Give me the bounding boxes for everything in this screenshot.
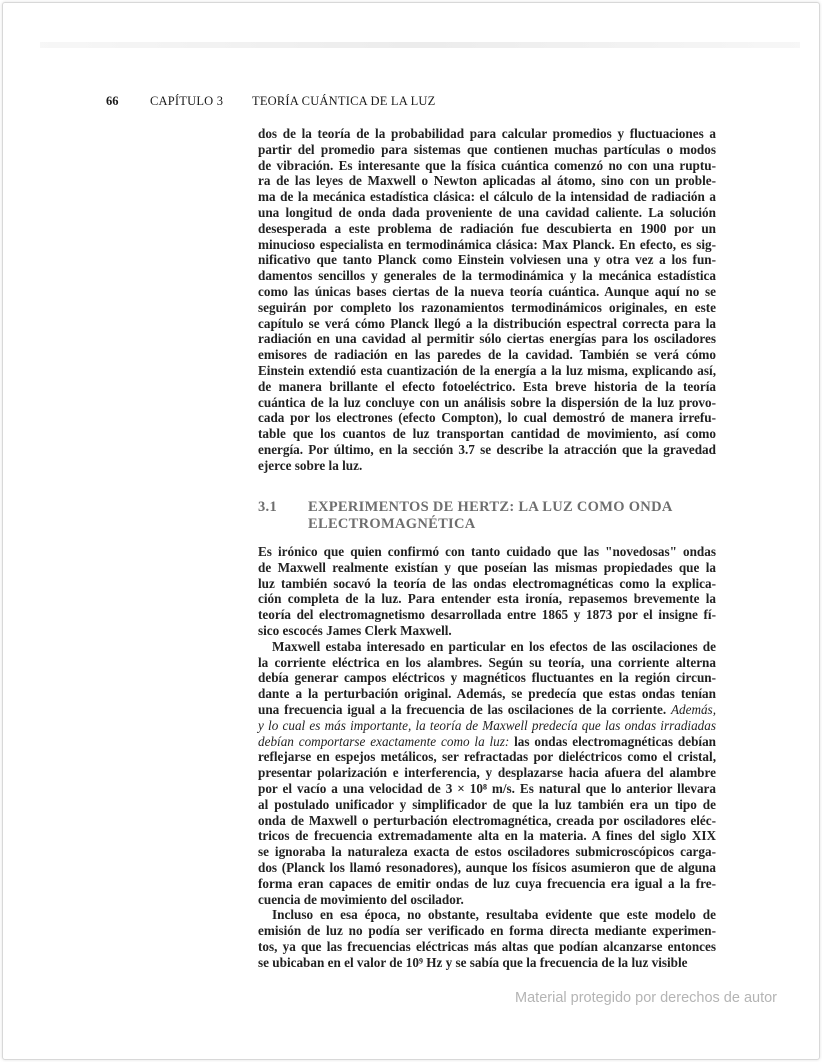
- text-segment: Incluso en esa época, no obstante, resultaba evidente que este modelo de: [272, 907, 716, 923]
- text-segment: de vibración. Es interesante que la física cuántica comenzó no con una ruptu-: [258, 157, 716, 173]
- text-segment: damentos sencillos y generales de la termodinámica y la mecánica estadística: [258, 268, 716, 284]
- text-line: [258, 813, 716, 829]
- text-segment: tricos de frecuencia extremadamente alta en la materia. A fines del siglo XIX: [258, 828, 716, 844]
- text-segment: minucioso especialista en termodinámica clásica: Max Planck. En efecto, es sig-: [258, 236, 716, 252]
- text-segment: dante a la perturbación original. Además, se predecía que estas ondas tenían: [258, 686, 716, 702]
- text-segment: forma eran capaces de emitir ondas de luz cuya frecuencia era igual a la fre-: [258, 875, 716, 891]
- text-line: [258, 907, 716, 923]
- text-segment: Einstein extendió esta cuantización de la energía a la luz misma, explicando así,: [258, 362, 716, 378]
- text-line: [258, 670, 716, 686]
- text-line: [258, 639, 716, 655]
- text-line: [258, 702, 716, 718]
- italic-text: y lo cual es más importante, la teoría de Maxwell predecía que las ondas irradiadas: [258, 717, 716, 733]
- text-line: [258, 939, 716, 955]
- text-segment: table que los cuantos de luz transportan cantidad de movimiento, así como: [258, 426, 716, 442]
- text-line: [258, 379, 716, 395]
- text-line: [258, 126, 716, 142]
- chapter-label: CAPÍTULO 3: [150, 94, 224, 108]
- text-segment: reflejarse en espejos metálicos, ser refractadas por dieléctricos como el cristal,: [258, 749, 716, 765]
- text-segment: tos, ya que las frecuencias eléctricas más altas que podían alcanzarse entonces: [258, 938, 716, 954]
- text-line: [258, 765, 716, 781]
- intro-paragraph: [258, 126, 716, 474]
- text-segment: Es irónico que quien confirmó con tanto cuidado que las "novedosas" ondas: [258, 544, 716, 559]
- text-line: [258, 781, 716, 797]
- text-line: [258, 252, 716, 268]
- text-segment: debía generar campos eléctricos y magnéticos fluctuantes en la región circun-: [258, 670, 716, 686]
- text-line: [258, 576, 716, 592]
- text-line: [258, 860, 716, 876]
- scan-artifact: [40, 42, 800, 48]
- text-line: [258, 205, 716, 221]
- section-title-line-2: ELECTROMAGNÉTICA: [308, 516, 476, 532]
- text-segment: ma de la mecánica estadística clásica: el cálculo de la intensidad de radiación a: [258, 189, 716, 205]
- text-line: [258, 395, 716, 411]
- text-segment: Maxwell estaba interesado en particular en los efectos de las oscilaciones de: [272, 638, 716, 654]
- text-line: [258, 173, 716, 189]
- text-segment: cuencia de movimiento del oscilador.: [258, 891, 464, 907]
- text-segment: ejerce sobre la luz.: [258, 457, 363, 473]
- text-line: [258, 876, 716, 892]
- text-line: [258, 844, 716, 860]
- text-line: [258, 189, 716, 205]
- text-line: [258, 955, 716, 971]
- text-line: [258, 655, 716, 671]
- text-segment: partir del promedio para sistemas que contienen muchas partículas o modos: [258, 141, 716, 157]
- paragraph: [258, 126, 716, 474]
- text-line: [258, 142, 716, 158]
- section-title-line-1: EXPERIMENTOS DE HERTZ: LA LUZ COMO ONDA: [308, 499, 673, 515]
- section-body: [258, 544, 716, 971]
- text-segment: como las únicas bases ciertas de la nueva teoría cuántica. Aunque aquí no se: [258, 283, 716, 299]
- text-line: [258, 623, 716, 639]
- text-line: [258, 221, 716, 237]
- paragraph: [258, 639, 716, 908]
- text-segment: de manera brillante el efecto fotoeléctrico. Esta breve historia de la teoría: [258, 378, 716, 394]
- text-line: [258, 284, 716, 300]
- text-segment: luz también socavó la teoría de las ondas electromagnéticas como la explica-: [258, 575, 716, 591]
- text-line: [258, 923, 716, 939]
- text-line: [258, 892, 716, 908]
- text-segment: nificativo que tanto Planck como Einstein volviesen una y otra vez a los fun-: [258, 252, 716, 268]
- text-line: [258, 544, 716, 560]
- text-segment: por el vacío a una velocidad de 3 × 10⁸ m/s. Es natural que lo anterior llevara: [258, 780, 716, 796]
- text-line: [258, 442, 716, 458]
- text-segment: teoría del electromagnetismo desarrollada entre 1865 y 1873 por el insigne fí-: [258, 607, 716, 623]
- text-segment: presentar polarización e interferencia, y desplazarse hacia afuera del alambre: [258, 765, 716, 781]
- text-segment: una frecuencia igual a la frecuencia de las oscilaciones de la corriente.: [258, 701, 671, 717]
- text-line: [258, 749, 716, 765]
- text-line: [258, 331, 716, 347]
- text-line: [258, 686, 716, 702]
- copyright-watermark: Material protegido por derechos de autor: [515, 990, 777, 1006]
- text-line: [258, 316, 716, 332]
- text-line: [258, 458, 716, 474]
- text-segment: las ondas electromagnéticas debían: [509, 733, 716, 749]
- text-line: [258, 797, 716, 813]
- text-segment: cuántica de la luz concluye con un análisis sobre la dispersión de la luz provo-: [258, 394, 716, 410]
- paragraph: [258, 907, 716, 970]
- text-segment: emisores de radiación en las paredes de la cavidad. También se verá cómo: [258, 347, 716, 363]
- page-number: 66: [106, 94, 119, 108]
- text-segment: se ignoraba la naturaleza exacta de estos osciladores submicroscópicos carga-: [258, 844, 716, 860]
- text-line: [258, 237, 716, 253]
- text-line: [258, 591, 716, 607]
- text-segment: dos (Planck los llamó resonadores), aunque los físicos asumieron que de alguna: [258, 859, 716, 875]
- text-line: [258, 426, 716, 442]
- text-segment: cada por los electrones (efecto Compton), lo cual demostró de manera irrefu-: [258, 410, 716, 426]
- text-segment: la corriente eléctrica en los alambres. Según su teoría, una corriente alterna: [258, 654, 716, 670]
- text-segment: seguirán por completo los razonamientos termodinámicos originales, en este: [258, 299, 716, 315]
- text-segment: desesperada a este problema de radiación fue descubierta en 1900 por un: [258, 220, 716, 236]
- italic-text: Además,: [670, 701, 716, 717]
- text-line: [258, 828, 716, 844]
- text-line: [258, 607, 716, 623]
- chapter-title: TEORÍA CUÁNTICA DE LA LUZ: [252, 94, 436, 108]
- text-segment: ción completa de la luz. Para entender esta ironía, repasemos brevemente la: [258, 591, 716, 607]
- paragraph: [258, 544, 716, 639]
- text-segment: se ubicaban en el valor de 10⁹ Hz y se sabía que la frecuencia de la luz visible: [258, 954, 688, 970]
- text-line: [258, 560, 716, 576]
- text-line: [258, 158, 716, 174]
- text-line: [258, 718, 716, 734]
- text-segment: radiación en una cavidad al permitir sólo ciertas energías para los osciladores: [258, 331, 716, 347]
- text-segment: al postulado unificador y simplificador de que la luz también era un tipo de: [258, 796, 716, 812]
- text-line: [258, 363, 716, 379]
- text-segment: ra de las leyes de Maxwell o Newton aplicadas al átomo, sino con un proble-: [258, 173, 716, 189]
- text-segment: dos de la teoría de la probabilidad para calcular promedios y fluctuaciones a: [258, 126, 716, 141]
- text-segment: capítulo se verá cómo Planck llegó a la distribución espectral correcta para la: [258, 315, 716, 331]
- text-line: [258, 268, 716, 284]
- text-segment: emisión de luz no podía ser verificado en forma directa mediante experimen-: [258, 923, 716, 939]
- italic-text: debían comportarse exactamente como la luz:: [258, 733, 510, 749]
- text-line: [258, 734, 716, 750]
- text-segment: una longitud de onda dada proveniente de una cavidad caliente. La solución: [258, 204, 716, 220]
- text-segment: sico escocés James Clerk Maxwell.: [258, 622, 452, 638]
- text-segment: energía. Por último, en la sección 3.7 se describe la atracción que la gravedad: [258, 441, 716, 457]
- section-number: 3.1: [258, 499, 278, 515]
- text-line: [258, 300, 716, 316]
- text-line: [258, 347, 716, 363]
- text-line: [258, 410, 716, 426]
- text-segment: onda de Maxwell o perturbación electromagnética, creada por osciladores eléc-: [258, 812, 716, 828]
- text-segment: de Maxwell realmente existían y que poseían las mismas propiedades que la: [258, 559, 716, 575]
